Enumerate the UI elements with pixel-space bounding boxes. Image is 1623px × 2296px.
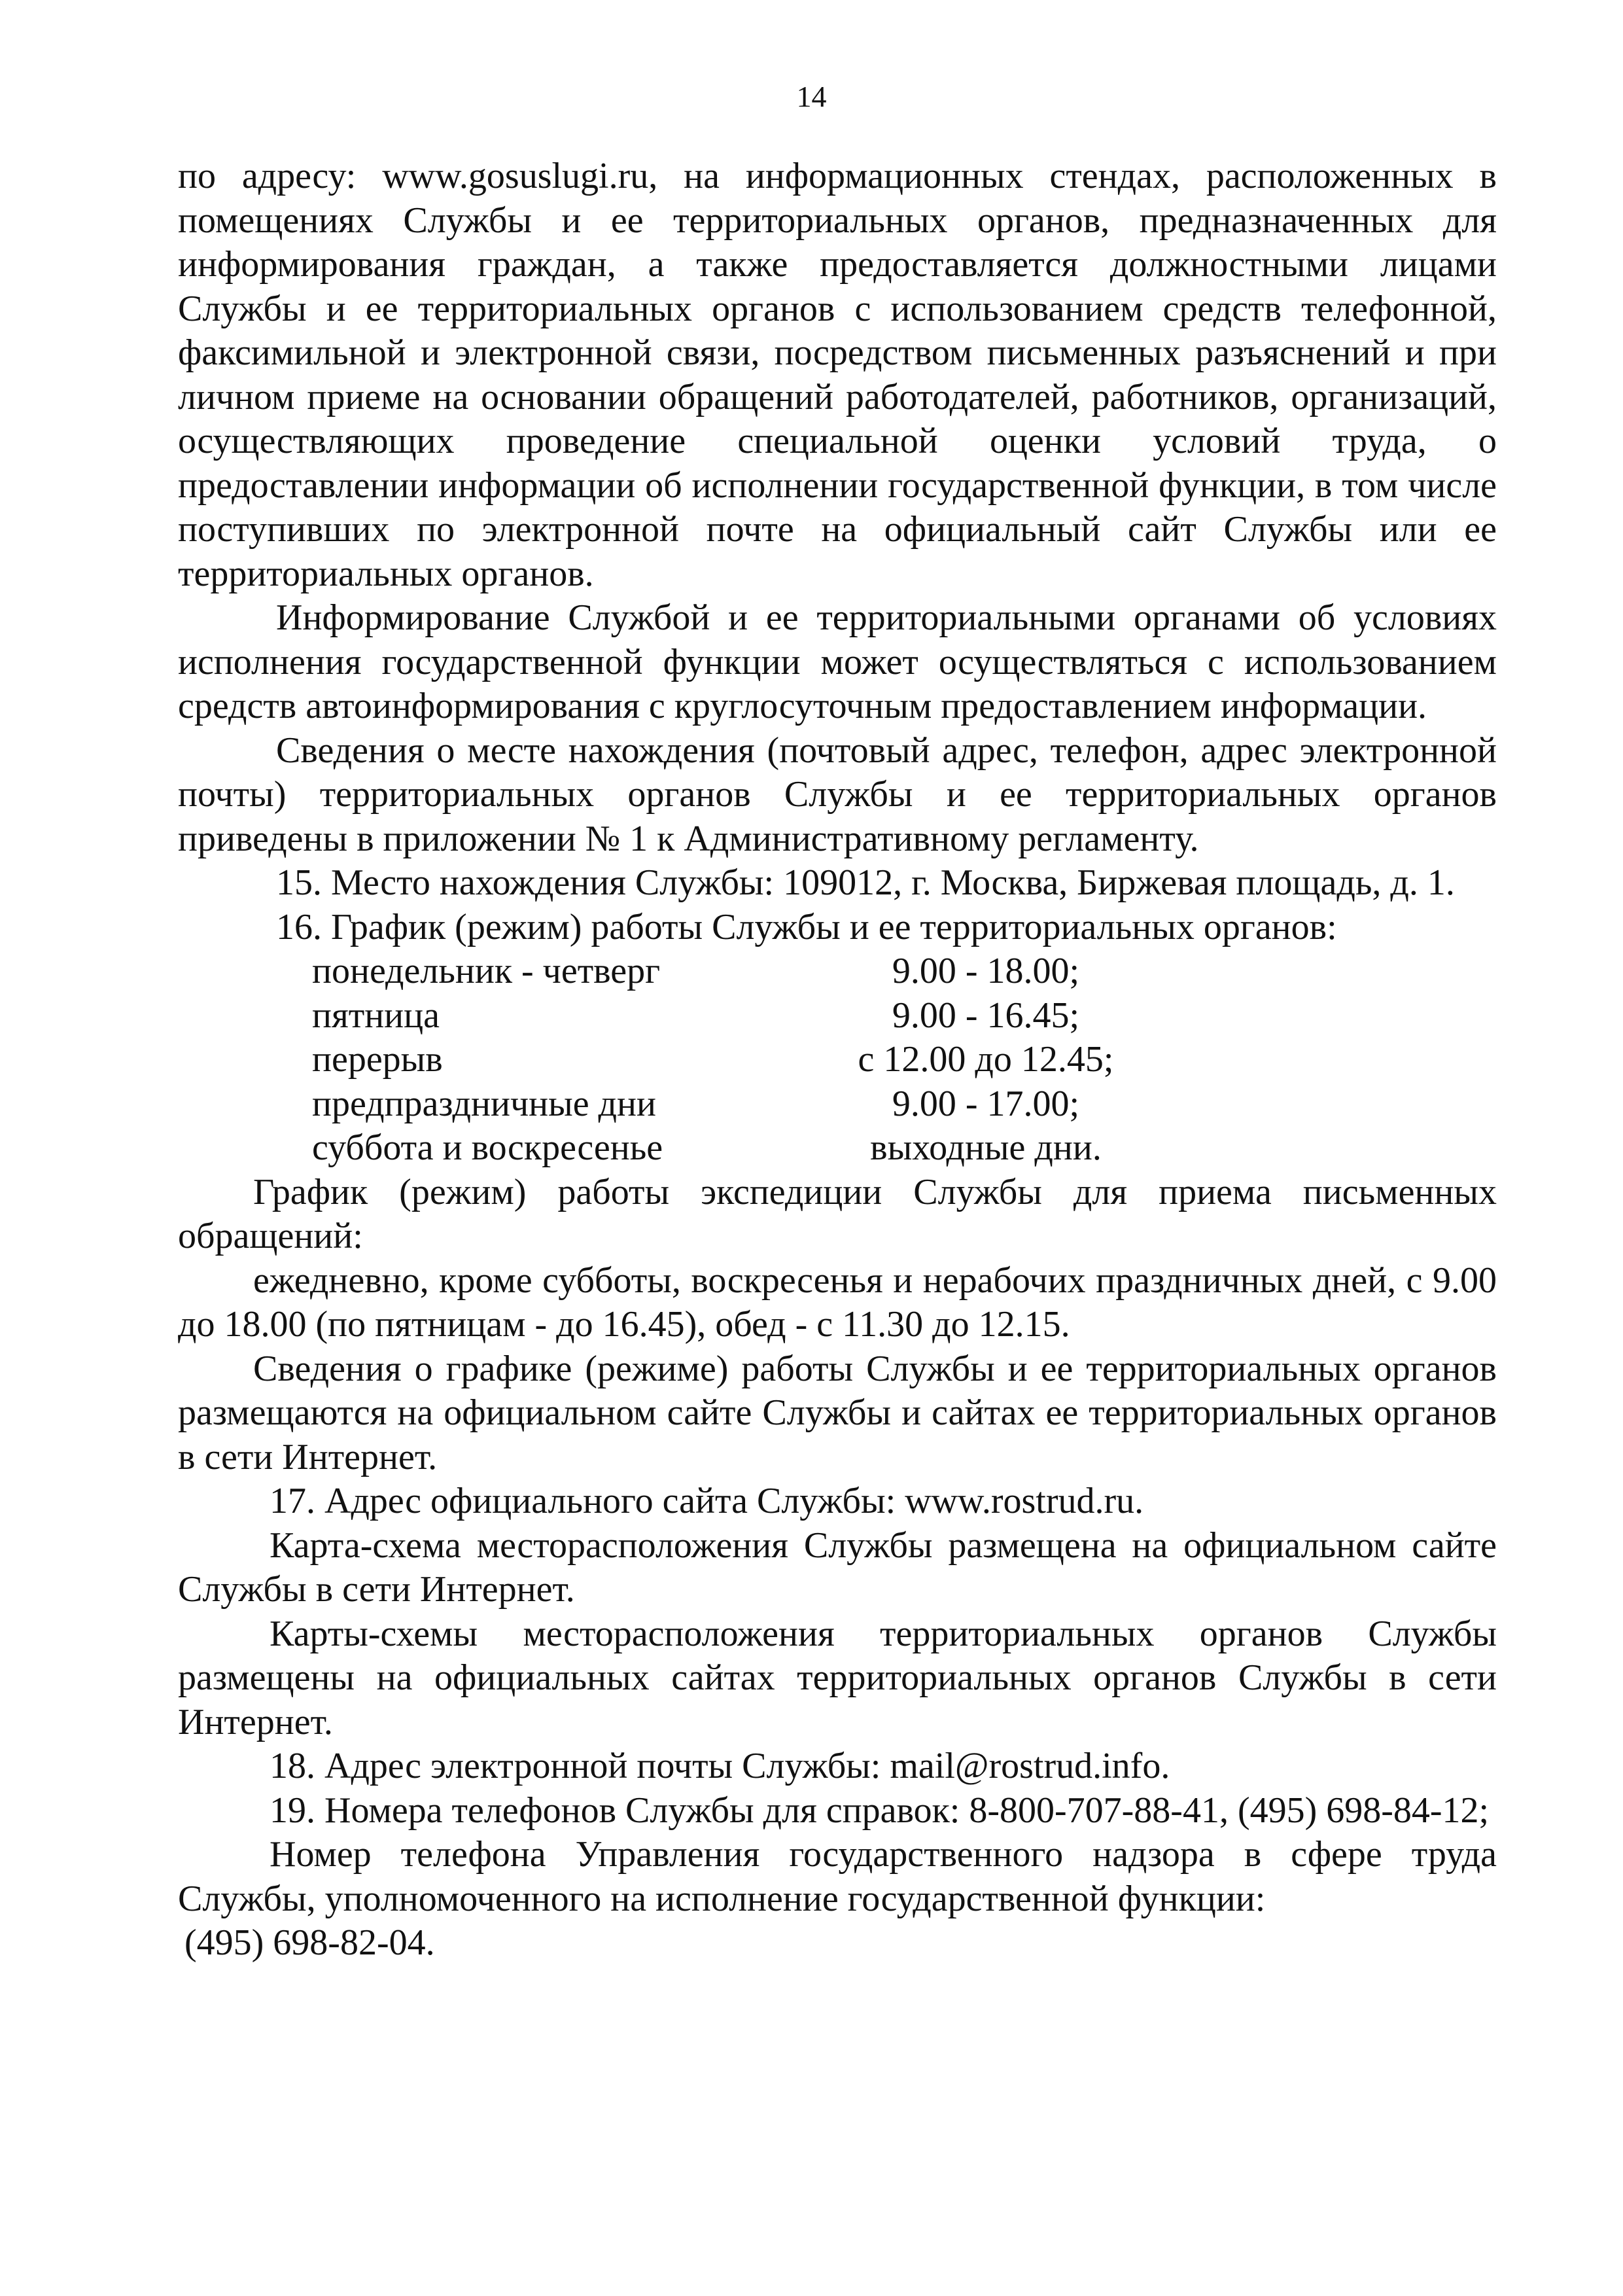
document-body (178, 154, 1497, 1966)
paragraph-15-location: 15. Место нахождения Службы: 109012, г. Москва, Биржевая площадь, д. 1. (276, 862, 1455, 903)
paragraph-expedition-schedule: График (режим) работы экспедиции Службы для приема письменных обращений: (178, 1171, 1497, 1256)
schedule-time: 9.00 - 16.45; (892, 995, 1080, 1036)
paragraph-expedition-hours: ежедневно, кроме субботы, воскресенья и нерабочих праздничных дней, с 9.00 до 18.00 (по пятницам - до 16.45), обед - с 11.30 до 12.15. (178, 1260, 1497, 1345)
schedule-day: перерыв (312, 1039, 443, 1080)
schedule-time: выходные дни. (870, 1127, 1102, 1168)
schedule-row (312, 949, 1497, 994)
schedule-time: 9.00 - 17.00; (892, 1083, 1080, 1124)
schedule-time: 9.00 - 18.00; (892, 951, 1080, 991)
paragraph-info-channels: по адресу: www.gosuslugi.ru, на информационных стендах, расположенных в помещениях Службы и ее территориальных органов, предназначенных для информирования граждан, а также предоставляется должностными лицами Службы и ее территориальных органов с использованием средств телефонной, факсимильной и электронной связи, посредством письменных разъяснений и при личном приеме на основании обращений работодателей, работников, организаций, осуществляющих проведение специальной оценки условий труда, о предоставлении информации об исполнении государственной функции, в том числе поступивших по электронной почте на официальный сайт Службы или ее территориальных органов. (178, 156, 1497, 594)
schedule-row (312, 1082, 1497, 1127)
page-number: 14 (796, 80, 827, 113)
paragraph-19-phones: 19. Номера телефонов Службы для справок: 8-800-707-88-41, (495) 698-84-12; (270, 1790, 1490, 1831)
paragraph-16-schedule-title: 16. График (режим) работы Службы и ее территориальных органов: (276, 906, 1337, 947)
schedule-day: предпраздничные дни (312, 1083, 656, 1124)
paragraph-schedule-publication: Сведения о графике (режиме) работы Службы и ее территориальных органов размещаются на официальном сайте Службы и сайтах ее территориальных органов в сети Интернет. (178, 1348, 1497, 1477)
work-schedule (178, 949, 1497, 1171)
paragraph-territorial-maps: Карты-схемы месторасположения территориальных органов Службы размещены на официальных сайтах территориальных органов Службы в сети Интернет. (178, 1613, 1497, 1742)
schedule-time: с 12.00 до 12.45; (858, 1039, 1114, 1080)
schedule-day: пятница (312, 995, 440, 1036)
paragraph-autoinform: Информирование Службой и ее территориальными органами об условиях исполнения государственной функции может осуществляться с использованием средств автоинформирования с круглосуточным предоставлением информации. (178, 597, 1497, 726)
paragraph-supervision-phone: Номер телефона Управления государственного надзора в сфере труда Службы, уполномоченного на исполнение государственной функции: (178, 1834, 1497, 1919)
paragraph-map: Карта-схема месторасположения Службы размещена на официальном сайте Службы в сети Интернет. (178, 1525, 1497, 1610)
schedule-day: суббота и воскресенье (312, 1127, 663, 1168)
schedule-row (312, 1126, 1497, 1171)
paragraph-territorial-info: Сведения о месте нахождения (почтовый адрес, телефон, адрес электронной почты) территориальных органов Службы и ее территориальных органов приведены в приложении № 1 к Административному регламенту. (178, 730, 1497, 859)
schedule-day: понедельник - четверг (312, 951, 661, 991)
paragraph-17-website: 17. Адрес официального сайта Службы: www.rostrud.ru. (270, 1481, 1144, 1521)
schedule-row (312, 994, 1497, 1038)
paragraph-18-email: 18. Адрес электронной почты Службы: mail@rostrud.info. (270, 1746, 1170, 1786)
supervision-phone-number: (495) 698-82-04. (184, 1922, 435, 1963)
schedule-row (312, 1038, 1497, 1082)
